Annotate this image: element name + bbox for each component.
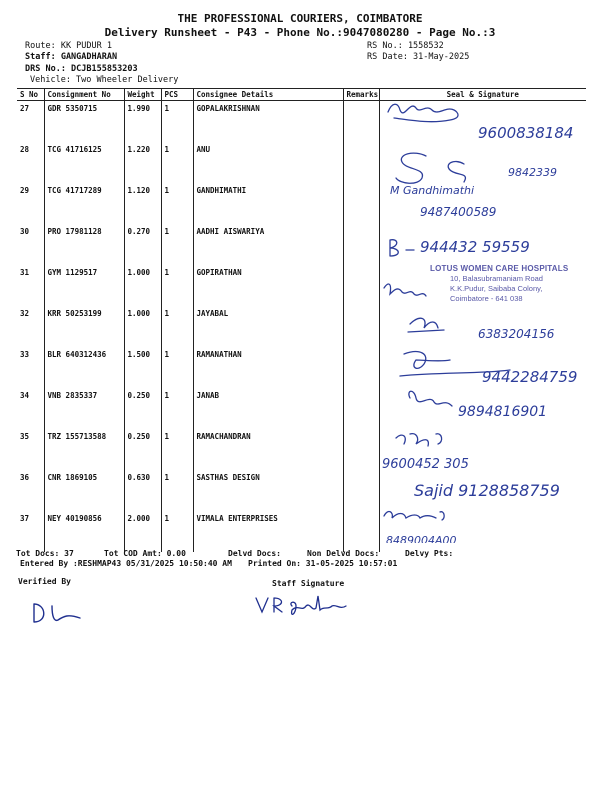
- tot-docs: Tot Docs: 37: [16, 549, 74, 558]
- cell-weight: 0.270: [124, 224, 161, 265]
- cell-weight: 1.000: [124, 265, 161, 306]
- cell-remarks: [343, 142, 379, 183]
- cell-consignee: JANAB: [193, 388, 343, 429]
- cell-consignment: NEY 40190856: [44, 511, 124, 552]
- cell-sno: 34: [20, 391, 30, 400]
- cell-sno: 36: [20, 473, 30, 482]
- handwritten-phone: 9442284759: [482, 368, 578, 386]
- cell-remarks: [343, 101, 379, 143]
- cell-pcs: 1: [161, 224, 193, 265]
- cell-weight: 2.000: [124, 511, 161, 552]
- signature-scribble: [408, 318, 444, 332]
- rs-no: RS No.: 1558532: [367, 41, 444, 51]
- handwritten-name: M Gandhimathi: [390, 184, 475, 197]
- cell-consignee: ANU: [193, 142, 343, 183]
- document-subtitle: Delivery Runsheet - P43 - Phone No.:9047080280 - Page No.:3: [104, 26, 496, 39]
- cell-consignee: AADHI AISWARIYA: [193, 224, 343, 265]
- cell-consignment: TCG 41717289: [44, 183, 124, 224]
- staff-signature-label: Staff Signature: [272, 579, 345, 588]
- handwritten-phone: 8489004A00: [386, 534, 457, 543]
- cell-remarks: [343, 306, 379, 347]
- cell-consignee: VIMALA ENTERPRISES: [193, 511, 343, 552]
- handwritten-phone: 9894816901: [458, 404, 548, 420]
- cell-pcs: 1: [161, 470, 193, 511]
- cell-pcs: 1: [161, 388, 193, 429]
- col-consignee: Consignee Details: [193, 89, 343, 101]
- cell-weight: 1.500: [124, 347, 161, 388]
- cell-consignee: SASTHAS DESIGN: [193, 470, 343, 511]
- handwritten-phone: 6383204156: [478, 327, 555, 341]
- handwritten-phone: 9600452 305: [382, 457, 469, 472]
- cell-pcs: 1: [161, 511, 193, 552]
- cell-sno: 28: [20, 145, 30, 154]
- cell-pcs: 1: [161, 183, 193, 224]
- cell-pcs: 1: [161, 429, 193, 470]
- staff: Staff: GANGADHARAN: [25, 52, 118, 62]
- cell-weight: 0.250: [124, 388, 161, 429]
- cell-remarks: [343, 511, 379, 552]
- cell-consignee: JAYABAL: [193, 306, 343, 347]
- delvd-docs: Delvd Docs:: [228, 549, 281, 558]
- cell-sno: 29: [20, 186, 30, 195]
- cell-remarks: [343, 470, 379, 511]
- cell-weight: 1.000: [124, 306, 161, 347]
- stamp-line: K.K.Pudur, Saibaba Colony,: [450, 284, 543, 293]
- cell-consignee: GOPALAKRISHNAN: [193, 101, 343, 143]
- cell-remarks: [343, 224, 379, 265]
- cell-consignment: TRZ 155713588: [44, 429, 124, 470]
- cell-consignee: RAMACHANDRAN: [193, 429, 343, 470]
- col-seal-signature: Seal & Signature: [379, 89, 586, 101]
- cell-pcs: 1: [161, 142, 193, 183]
- cell-sno: 35: [20, 432, 30, 441]
- cell-weight: 1.990: [124, 101, 161, 143]
- cell-weight: 0.630: [124, 470, 161, 511]
- cell-consignee: RAMANATHAN: [193, 347, 343, 388]
- cell-sno: 30: [20, 227, 30, 236]
- col-remarks: Remarks: [343, 89, 379, 101]
- cell-consignment: KRR 50253199: [44, 306, 124, 347]
- signature-scribble: [384, 512, 444, 520]
- route: Route: KK PUDUR 1: [25, 41, 112, 51]
- stamp-line: Coimbatore - 641 038: [450, 294, 523, 303]
- signature-scribble: [409, 391, 452, 406]
- handwritten-phone: 9842339: [508, 166, 557, 179]
- signature-scribble: [396, 434, 442, 446]
- cell-weight: 1.120: [124, 183, 161, 224]
- cell-pcs: 1: [161, 265, 193, 306]
- vehicle: Vehicle: Two Wheeler Delivery: [30, 75, 179, 85]
- signature-scribble: [448, 162, 465, 182]
- handwritten-phone: 9600838184: [478, 124, 574, 142]
- signature-scribble: [390, 240, 414, 256]
- stamp-line: 10, Balasubramaniam Road: [450, 274, 543, 283]
- handwritten-name: Sajid 9128858759: [414, 481, 560, 500]
- cell-consignment: PRO 17981128: [44, 224, 124, 265]
- cell-weight: 0.250: [124, 429, 161, 470]
- cell-remarks: [343, 429, 379, 470]
- cell-consignment: GYM 1129517: [44, 265, 124, 306]
- drs-no: DRS No.: DCJB155853203: [25, 64, 138, 74]
- verified-signature: [28, 596, 88, 632]
- verified-by-label: Verified By: [18, 577, 71, 586]
- cell-consignee: GOPIRATHAN: [193, 265, 343, 306]
- cell-consignment: TCG 41716125: [44, 142, 124, 183]
- cell-remarks: [343, 388, 379, 429]
- cell-remarks: [343, 347, 379, 388]
- signature-scribble: [384, 284, 426, 296]
- rs-date: RS Date: 31-May-2025: [367, 52, 470, 62]
- cell-pcs: 1: [161, 101, 193, 143]
- cell-pcs: 1: [161, 347, 193, 388]
- cell-sno: 27: [20, 104, 30, 113]
- cell-sno: 37: [20, 514, 30, 523]
- handwritten-phone: 9487400589: [420, 205, 497, 219]
- signature-scribble: [396, 153, 426, 183]
- cell-sno: 31: [20, 268, 30, 277]
- handwritten-signatures: [380, 98, 595, 543]
- tot-cod-amt: Tot COD Amt: 0.00: [104, 549, 186, 558]
- col-weight: Weight: [124, 89, 161, 101]
- hospital-stamp: [430, 264, 580, 304]
- col-sno: S No: [17, 89, 44, 101]
- cell-weight: 1.220: [124, 142, 161, 183]
- printed-on: Printed On: 31-05-2025 10:57:01: [248, 559, 398, 568]
- handwritten-phone: 944432 59559: [420, 238, 530, 256]
- col-pcs: PCS: [161, 89, 193, 101]
- cell-sno: 32: [20, 309, 30, 318]
- cell-remarks: [343, 183, 379, 224]
- cell-consignment: GDR 5350715: [44, 101, 124, 143]
- cell-pcs: 1: [161, 306, 193, 347]
- signature-scribble: [388, 104, 458, 121]
- cell-remarks: [343, 265, 379, 306]
- staff-signature: [252, 592, 352, 622]
- col-consignment: Consignment No: [44, 89, 124, 101]
- non-delvd-docs: Non Delvd Docs:: [307, 549, 380, 558]
- stamp-line: LOTUS WOMEN CARE HOSPITALS: [430, 264, 569, 273]
- cell-consignee: GANDHIMATHI: [193, 183, 343, 224]
- cell-consignment: BLR 640312436: [44, 347, 124, 388]
- cell-consignment: VNB 2835337: [44, 388, 124, 429]
- cell-consignment: CNR 1869105: [44, 470, 124, 511]
- entered-by: Entered By :RESHMAP43 05/31/2025 10:50:40 AM: [20, 559, 232, 568]
- cell-sno: 33: [20, 350, 30, 359]
- document-title: THE PROFESSIONAL COURIERS, COIMBATORE: [177, 12, 423, 25]
- delvy-pts: Delvy Pts:: [405, 549, 454, 558]
